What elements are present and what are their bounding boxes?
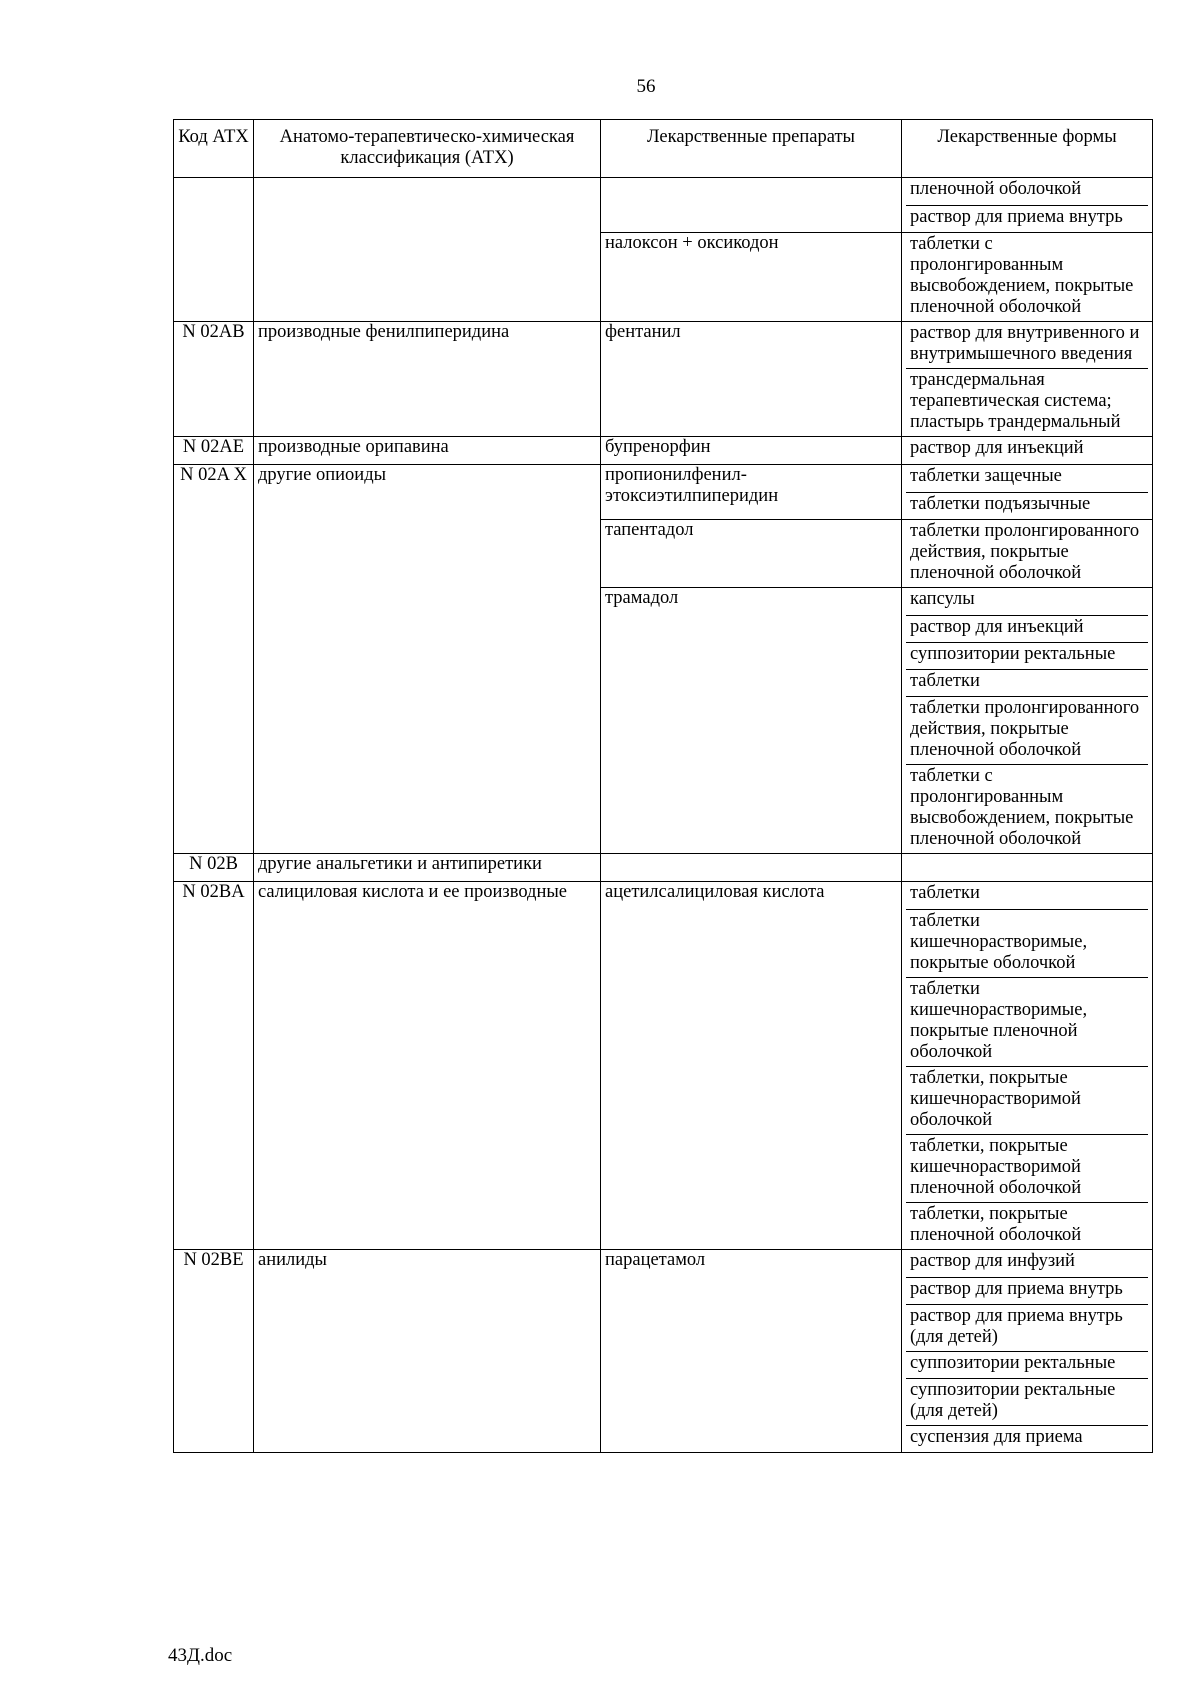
header-forms: Лекарственные формы <box>902 120 1153 178</box>
footer-filename: 43Д.doc <box>168 1645 233 1666</box>
table-row <box>174 882 1153 1250</box>
drug-name-cell <box>601 178 902 233</box>
header-classification: Анатомо-терапевтическо-химическая классификация (АТХ) <box>254 120 601 178</box>
atc-code-cell: N 02BE <box>174 1250 254 1453</box>
dosage-form-item <box>906 854 1148 881</box>
dosage-form-item: раствор для приема внутрь <box>906 1277 1148 1304</box>
drug-name-cell: пропионилфенил-этоксиэтилпиперидин <box>601 465 902 520</box>
dosage-form-item: пленочной оболочкой <box>910 179 1082 199</box>
drug-forms-cell <box>902 882 1153 1250</box>
atc-code-cell <box>174 178 254 322</box>
atc-table <box>173 119 1153 1453</box>
table-row <box>174 854 1153 882</box>
atc-classification-cell: производные фенилпиперидина <box>254 322 601 437</box>
drug-name-cell: трамадол <box>601 588 902 854</box>
drug-forms-cell <box>902 588 1153 854</box>
dosage-form-item: раствор для инъекций <box>906 615 1148 642</box>
table-row <box>174 437 1153 465</box>
header-code: Код АТХ <box>174 120 254 178</box>
dosage-form-item: таблетки, покрытые пленочной оболочкой <box>906 1202 1148 1249</box>
dosage-form-item: таблетки <box>910 883 980 903</box>
drug-name-cell: фентанил <box>601 322 902 437</box>
drug-forms-cell <box>902 233 1153 322</box>
atc-code-cell: N 02A X <box>174 465 254 854</box>
atc-code-cell: N 02AB <box>174 322 254 437</box>
drug-forms-cell <box>902 322 1153 437</box>
dosage-form-item: раствор для внутривенного и внутримышечного введения <box>910 323 1140 364</box>
atc-classification-cell: другие анальгетики и антипиретики <box>254 854 601 882</box>
drug-name-cell: налоксон + оксикодон <box>601 233 902 322</box>
dosage-form-item: суспензия для приема <box>906 1425 1148 1452</box>
dosage-form-item: суппозитории ректальные <box>906 642 1148 669</box>
drug-forms-cell <box>902 178 1153 233</box>
dosage-form-item: таблетки пролонгированного действия, покрытые пленочной оболочкой <box>910 521 1140 583</box>
table-row <box>174 178 1153 233</box>
dosage-form-item: таблетки <box>906 669 1148 696</box>
drug-name-cell: парацетамол <box>601 1250 902 1453</box>
dosage-form-item: таблетки кишечнорастворимые, покрытые оболочкой <box>906 909 1148 977</box>
table-row <box>174 1250 1153 1453</box>
dosage-form-item: суппозитории ректальные <box>906 1351 1148 1378</box>
drug-name-cell: бупренорфин <box>601 437 902 465</box>
atc-classification-cell: анилиды <box>254 1250 601 1453</box>
atc-table-body <box>174 178 1153 1453</box>
dosage-form-item: таблетки с пролонгированным высвобождением, покрытые пленочной оболочкой <box>906 764 1148 853</box>
atc-classification-cell: производные орипавина <box>254 437 601 465</box>
dosage-form-item: таблетки защечные <box>910 466 1062 486</box>
header-drugs: Лекарственные препараты <box>601 120 902 178</box>
atc-classification-cell <box>254 178 601 322</box>
table-header-row <box>174 120 1153 178</box>
dosage-form-item: таблетки с пролонгированным высвобождением, покрытые пленочной оболочкой <box>910 234 1134 317</box>
dosage-form-item: трансдермальная терапевтическая система; пластырь трандермальный <box>906 368 1148 436</box>
dosage-form-item: раствор для приема внутрь <box>906 205 1148 232</box>
atc-classification-cell: салициловая кислота и ее производные <box>254 882 601 1250</box>
dosage-form-item: таблетки подъязычные <box>906 492 1148 519</box>
dosage-form-item: раствор для инфузий <box>910 1251 1075 1271</box>
dosage-form-item: таблетки пролонгированного действия, покрытые пленочной оболочкой <box>906 696 1148 764</box>
dosage-form-item: капсулы <box>910 589 975 609</box>
dosage-form-item: таблетки, покрытые кишечнорастворимой пленочной оболочкой <box>906 1134 1148 1202</box>
drug-forms-cell <box>902 520 1153 588</box>
drug-name-cell <box>601 854 902 882</box>
table-row <box>174 322 1153 437</box>
dosage-form-item: суппозитории ректальные (для детей) <box>906 1378 1148 1425</box>
drug-forms-cell <box>902 1250 1153 1453</box>
drug-name-cell: тапентадол <box>601 520 902 588</box>
atc-code-cell: N 02AE <box>174 437 254 465</box>
drug-forms-cell <box>902 437 1153 465</box>
drug-name-cell: ацетилсалициловая кислота <box>601 882 902 1250</box>
atc-classification-cell: другие опиоиды <box>254 465 601 854</box>
dosage-form-item: таблетки кишечнорастворимые, покрытые пленочной оболочкой <box>906 977 1148 1066</box>
dosage-form-item: раствор для инъекций <box>910 438 1084 458</box>
atc-code-cell: N 02BA <box>174 882 254 1250</box>
dosage-form-item: таблетки, покрытые кишечнорастворимой оболочкой <box>906 1066 1148 1134</box>
table-row <box>174 465 1153 520</box>
atc-code-cell: N 02B <box>174 854 254 882</box>
page-number: 56 <box>636 76 656 97</box>
drug-forms-cell <box>902 465 1153 520</box>
drug-forms-cell <box>902 854 1153 882</box>
dosage-form-item: раствор для приема внутрь (для детей) <box>906 1304 1148 1351</box>
